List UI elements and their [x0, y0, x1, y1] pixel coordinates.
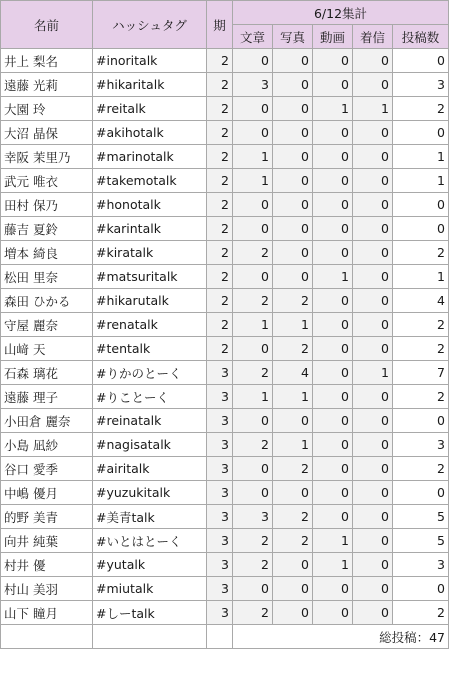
hashtag-cell[interactable]: #takemotalk: [93, 169, 207, 193]
text-posts-cell[interactable]: 1: [233, 313, 273, 337]
member-name-cell[interactable]: 山下 瞳月: [1, 601, 93, 625]
post-count-cell[interactable]: 3: [393, 433, 449, 457]
generation-cell[interactable]: 2: [207, 121, 233, 145]
calls-cell[interactable]: 0: [353, 73, 393, 97]
calls-cell[interactable]: 1: [353, 361, 393, 385]
table-row: [1, 361, 449, 385]
post-count-cell[interactable]: 2: [393, 601, 449, 625]
generation-cell[interactable]: 3: [207, 601, 233, 625]
member-name-cell[interactable]: 田村 保乃: [1, 193, 93, 217]
generation-cell[interactable]: 2: [207, 337, 233, 361]
photo-posts-cell[interactable]: 1: [273, 433, 313, 457]
text-posts-cell[interactable]: 0: [233, 481, 273, 505]
member-name-cell[interactable]: 的野 美青: [1, 505, 93, 529]
hashtag-cell[interactable]: #hikarutalk: [93, 289, 207, 313]
calls-cell[interactable]: 0: [353, 241, 393, 265]
post-count-cell[interactable]: 1: [393, 145, 449, 169]
member-name-cell[interactable]: 藤吉 夏鈴: [1, 217, 93, 241]
video-posts-cell[interactable]: 0: [313, 457, 353, 481]
photo-posts-cell[interactable]: 0: [273, 49, 313, 73]
calls-cell[interactable]: 0: [353, 121, 393, 145]
header-video-posts[interactable]: 動画: [313, 25, 353, 49]
table-row: [1, 145, 449, 169]
photo-posts-cell[interactable]: 0: [273, 145, 313, 169]
calls-cell[interactable]: 0: [353, 193, 393, 217]
table-row: [1, 193, 449, 217]
table-row: [1, 241, 449, 265]
post-count-cell[interactable]: 2: [393, 313, 449, 337]
table-row: [1, 97, 449, 121]
text-posts-cell[interactable]: 2: [233, 553, 273, 577]
generation-cell[interactable]: 3: [207, 481, 233, 505]
text-posts-cell[interactable]: 2: [233, 241, 273, 265]
photo-posts-cell[interactable]: 2: [273, 505, 313, 529]
video-posts-cell[interactable]: 1: [313, 529, 353, 553]
generation-cell[interactable]: 3: [207, 553, 233, 577]
calls-cell[interactable]: 0: [353, 505, 393, 529]
generation-cell[interactable]: 3: [207, 409, 233, 433]
generation-cell[interactable]: 3: [207, 361, 233, 385]
hashtag-cell[interactable]: #nagisatalk: [93, 433, 207, 457]
photo-posts-cell[interactable]: 0: [273, 193, 313, 217]
hashtag-cell[interactable]: #honotalk: [93, 193, 207, 217]
video-posts-cell[interactable]: 0: [313, 73, 353, 97]
calls-cell[interactable]: 0: [353, 553, 393, 577]
text-posts-cell[interactable]: 2: [233, 289, 273, 313]
video-posts-cell[interactable]: 1: [313, 97, 353, 121]
photo-posts-cell[interactable]: 0: [273, 217, 313, 241]
video-posts-cell[interactable]: 1: [313, 553, 353, 577]
hashtag-cell[interactable]: #reinatalk: [93, 409, 207, 433]
post-count-cell[interactable]: 5: [393, 505, 449, 529]
generation-cell[interactable]: 2: [207, 193, 233, 217]
table-row: [1, 337, 449, 361]
text-posts-cell[interactable]: 2: [233, 361, 273, 385]
hashtag-cell[interactable]: #りことーく: [93, 385, 207, 409]
video-posts-cell[interactable]: 0: [313, 145, 353, 169]
text-posts-cell[interactable]: 3: [233, 73, 273, 97]
photo-posts-cell[interactable]: 0: [273, 97, 313, 121]
post-count-cell[interactable]: 3: [393, 73, 449, 97]
member-name-cell[interactable]: 向井 純葉: [1, 529, 93, 553]
header-calls[interactable]: 着信: [353, 25, 393, 49]
member-name-cell[interactable]: 大沼 晶保: [1, 121, 93, 145]
calls-cell[interactable]: 0: [353, 385, 393, 409]
video-posts-cell[interactable]: 0: [313, 169, 353, 193]
text-posts-cell[interactable]: 2: [233, 433, 273, 457]
post-count-cell[interactable]: 3: [393, 553, 449, 577]
photo-posts-cell[interactable]: 1: [273, 313, 313, 337]
video-posts-cell[interactable]: 0: [313, 241, 353, 265]
text-posts-cell[interactable]: 0: [233, 409, 273, 433]
total-posts-cell[interactable]: 総投稿：47: [233, 625, 449, 649]
video-posts-cell[interactable]: 0: [313, 337, 353, 361]
header-post-count[interactable]: 投稿数: [393, 25, 449, 49]
calls-cell[interactable]: 0: [353, 289, 393, 313]
table-row: [1, 289, 449, 313]
member-name-cell[interactable]: 増本 綺良: [1, 241, 93, 265]
text-posts-cell[interactable]: 0: [233, 457, 273, 481]
header-tally-group[interactable]: 6/12集計: [233, 1, 449, 25]
member-name-cell[interactable]: 遠藤 光莉: [1, 73, 93, 97]
table-row: [1, 265, 449, 289]
video-posts-cell[interactable]: 0: [313, 505, 353, 529]
calls-cell[interactable]: 0: [353, 313, 393, 337]
calls-cell[interactable]: 0: [353, 337, 393, 361]
video-posts-cell[interactable]: 1: [313, 265, 353, 289]
post-count-cell[interactable]: 4: [393, 289, 449, 313]
calls-cell[interactable]: 0: [353, 217, 393, 241]
generation-cell[interactable]: 2: [207, 145, 233, 169]
text-posts-cell[interactable]: 1: [233, 385, 273, 409]
table-row: [1, 601, 449, 625]
post-count-cell[interactable]: 7: [393, 361, 449, 385]
member-name-cell[interactable]: 村井 優: [1, 553, 93, 577]
text-posts-cell[interactable]: 3: [233, 505, 273, 529]
photo-posts-cell[interactable]: 2: [273, 289, 313, 313]
generation-cell[interactable]: 2: [207, 169, 233, 193]
member-name-cell[interactable]: 幸阪 茉里乃: [1, 145, 93, 169]
hashtag-cell[interactable]: #miutalk: [93, 577, 207, 601]
photo-posts-cell[interactable]: 2: [273, 529, 313, 553]
member-name-cell[interactable]: 大園 玲: [1, 97, 93, 121]
text-posts-cell[interactable]: 0: [233, 265, 273, 289]
video-posts-cell[interactable]: 0: [313, 409, 353, 433]
post-count-cell[interactable]: 0: [393, 121, 449, 145]
video-posts-cell[interactable]: 0: [313, 289, 353, 313]
table-row: [1, 481, 449, 505]
table-row: [1, 457, 449, 481]
generation-cell[interactable]: 2: [207, 97, 233, 121]
hashtag-cell[interactable]: #renatalk: [93, 313, 207, 337]
hashtag-cell[interactable]: #matsuritalk: [93, 265, 207, 289]
member-name-cell[interactable]: 谷口 愛季: [1, 457, 93, 481]
post-count-cell[interactable]: 0: [393, 49, 449, 73]
member-name-cell[interactable]: 遠藤 理子: [1, 385, 93, 409]
generation-cell[interactable]: 2: [207, 217, 233, 241]
table-row: [1, 73, 449, 97]
text-posts-cell[interactable]: 2: [233, 601, 273, 625]
generation-cell[interactable]: 2: [207, 241, 233, 265]
text-posts-cell[interactable]: 2: [233, 529, 273, 553]
photo-posts-cell[interactable]: 0: [273, 169, 313, 193]
calls-cell[interactable]: 0: [353, 481, 393, 505]
photo-posts-cell[interactable]: 0: [273, 73, 313, 97]
summary-empty-cell[interactable]: [207, 625, 233, 649]
text-posts-cell[interactable]: 0: [233, 97, 273, 121]
photo-posts-cell[interactable]: 0: [273, 121, 313, 145]
table-row: [1, 553, 449, 577]
hashtag-cell[interactable]: #美青talk: [93, 505, 207, 529]
video-posts-cell[interactable]: 0: [313, 433, 353, 457]
member-name-cell[interactable]: 山﨑 天: [1, 337, 93, 361]
table-row: [1, 577, 449, 601]
text-posts-cell[interactable]: 1: [233, 145, 273, 169]
post-count-cell[interactable]: 2: [393, 241, 449, 265]
post-count-cell[interactable]: 5: [393, 529, 449, 553]
video-posts-cell[interactable]: 0: [313, 385, 353, 409]
table-row: [1, 217, 449, 241]
photo-posts-cell[interactable]: 0: [273, 601, 313, 625]
video-posts-cell[interactable]: 0: [313, 193, 353, 217]
text-posts-cell[interactable]: 0: [233, 337, 273, 361]
photo-posts-cell[interactable]: 0: [273, 577, 313, 601]
calls-cell[interactable]: 0: [353, 529, 393, 553]
hashtag-cell[interactable]: #tentalk: [93, 337, 207, 361]
hashtag-cell[interactable]: #kiratalk: [93, 241, 207, 265]
member-name-cell[interactable]: 森田 ひかる: [1, 289, 93, 313]
table-row: [1, 409, 449, 433]
video-posts-cell[interactable]: 0: [313, 577, 353, 601]
generation-cell[interactable]: 2: [207, 313, 233, 337]
member-name-cell[interactable]: 小島 凪紗: [1, 433, 93, 457]
table-row: [1, 121, 449, 145]
hashtag-cell[interactable]: #karintalk: [93, 217, 207, 241]
summary-empty-cell[interactable]: [93, 625, 207, 649]
generation-cell[interactable]: 3: [207, 529, 233, 553]
photo-posts-cell[interactable]: 2: [273, 337, 313, 361]
calls-cell[interactable]: 1: [353, 97, 393, 121]
hashtag-cell[interactable]: #akihotalk: [93, 121, 207, 145]
post-count-cell[interactable]: 2: [393, 337, 449, 361]
text-posts-cell[interactable]: 0: [233, 577, 273, 601]
photo-posts-cell[interactable]: 0: [273, 265, 313, 289]
generation-cell[interactable]: 3: [207, 433, 233, 457]
calls-cell[interactable]: 0: [353, 577, 393, 601]
member-name-cell[interactable]: 中嶋 優月: [1, 481, 93, 505]
post-count-cell[interactable]: 0: [393, 577, 449, 601]
photo-posts-cell[interactable]: 1: [273, 385, 313, 409]
header-text-posts[interactable]: 文章: [233, 25, 273, 49]
post-count-cell[interactable]: 2: [393, 457, 449, 481]
table-row: [1, 49, 449, 73]
header-hashtag[interactable]: ハッシュタグ: [93, 1, 207, 49]
generation-cell[interactable]: 3: [207, 385, 233, 409]
hashtag-cell[interactable]: #hikaritalk: [93, 73, 207, 97]
photo-posts-cell[interactable]: 0: [273, 409, 313, 433]
text-posts-cell[interactable]: 0: [233, 121, 273, 145]
photo-posts-cell[interactable]: 2: [273, 457, 313, 481]
post-count-cell[interactable]: 1: [393, 169, 449, 193]
hashtag-cell[interactable]: #marinotalk: [93, 145, 207, 169]
text-posts-cell[interactable]: 1: [233, 169, 273, 193]
post-count-cell[interactable]: 2: [393, 385, 449, 409]
post-count-cell[interactable]: 0: [393, 481, 449, 505]
generation-cell[interactable]: 2: [207, 289, 233, 313]
summary-row: [1, 625, 449, 649]
text-posts-cell[interactable]: 0: [233, 49, 273, 73]
summary-empty-cell[interactable]: [1, 625, 93, 649]
video-posts-cell[interactable]: 0: [313, 481, 353, 505]
member-name-cell[interactable]: 松田 里奈: [1, 265, 93, 289]
calls-cell[interactable]: 0: [353, 433, 393, 457]
calls-cell[interactable]: 0: [353, 409, 393, 433]
calls-cell[interactable]: 0: [353, 145, 393, 169]
calls-cell[interactable]: 0: [353, 457, 393, 481]
generation-cell[interactable]: 3: [207, 505, 233, 529]
generation-cell[interactable]: 2: [207, 49, 233, 73]
hashtag-cell[interactable]: #airitalk: [93, 457, 207, 481]
generation-cell[interactable]: 3: [207, 457, 233, 481]
photo-posts-cell[interactable]: 0: [273, 553, 313, 577]
member-name-cell[interactable]: 井上 梨名: [1, 49, 93, 73]
hashtag-cell[interactable]: #しーtalk: [93, 601, 207, 625]
member-name-cell[interactable]: 小田倉 麗奈: [1, 409, 93, 433]
header-generation[interactable]: 期: [207, 1, 233, 49]
text-posts-cell[interactable]: 0: [233, 217, 273, 241]
generation-cell[interactable]: 2: [207, 73, 233, 97]
video-posts-cell[interactable]: 0: [313, 49, 353, 73]
video-posts-cell[interactable]: 0: [313, 217, 353, 241]
header-photo-posts[interactable]: 写真: [273, 25, 313, 49]
post-count-cell[interactable]: 0: [393, 193, 449, 217]
post-count-cell[interactable]: 2: [393, 97, 449, 121]
post-count-cell[interactable]: 0: [393, 409, 449, 433]
table-row: [1, 505, 449, 529]
hashtag-cell[interactable]: #reitalk: [93, 97, 207, 121]
member-name-cell[interactable]: 武元 唯衣: [1, 169, 93, 193]
photo-posts-cell[interactable]: 0: [273, 481, 313, 505]
member-name-cell[interactable]: 守屋 麗奈: [1, 313, 93, 337]
table-row: [1, 169, 449, 193]
table-row: [1, 529, 449, 553]
calls-cell[interactable]: 0: [353, 169, 393, 193]
member-name-cell[interactable]: 村山 美羽: [1, 577, 93, 601]
photo-posts-cell[interactable]: 0: [273, 241, 313, 265]
hashtag-cell[interactable]: #りかのとーく: [93, 361, 207, 385]
table-row: [1, 313, 449, 337]
calls-cell[interactable]: 0: [353, 601, 393, 625]
table-row: [1, 385, 449, 409]
generation-cell[interactable]: 3: [207, 577, 233, 601]
member-name-cell[interactable]: 石森 璃花: [1, 361, 93, 385]
calls-cell[interactable]: 0: [353, 49, 393, 73]
video-posts-cell[interactable]: 0: [313, 601, 353, 625]
video-posts-cell[interactable]: 0: [313, 313, 353, 337]
video-posts-cell[interactable]: 0: [313, 121, 353, 145]
photo-posts-cell[interactable]: 4: [273, 361, 313, 385]
generation-cell[interactable]: 2: [207, 265, 233, 289]
text-posts-cell[interactable]: 0: [233, 193, 273, 217]
header-name[interactable]: 名前: [1, 1, 93, 49]
hashtag-cell[interactable]: #yuzukitalk: [93, 481, 207, 505]
hashtag-cell[interactable]: #いとはとーく: [93, 529, 207, 553]
post-count-cell[interactable]: 1: [393, 265, 449, 289]
video-posts-cell[interactable]: 0: [313, 361, 353, 385]
post-count-cell[interactable]: 0: [393, 217, 449, 241]
hashtag-cell[interactable]: #inoritalk: [93, 49, 207, 73]
table-row: [1, 433, 449, 457]
hashtag-cell[interactable]: #yutalk: [93, 553, 207, 577]
calls-cell[interactable]: 0: [353, 265, 393, 289]
